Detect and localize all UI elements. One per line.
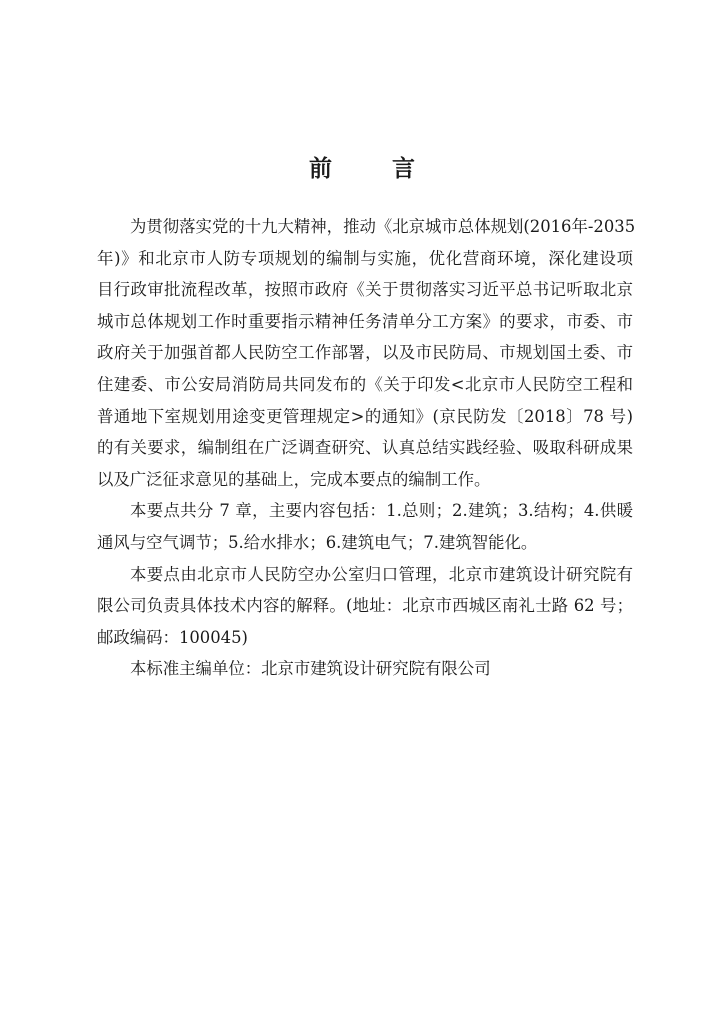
text-line: 年)》和北京市人防专项规划的编制与实施，优化营商环境，深化建设项 <box>97 248 633 268</box>
paragraph-contents <box>97 495 633 558</box>
text-line: 本标准主编单位：北京市建筑设计研究院有限公司 <box>130 659 491 679</box>
text-line: 通风与空气调节；5.给水排水；6.建筑电气；7.建筑智能化。 <box>97 532 538 552</box>
text-line: 政府关于加强首都人民防空工作部署，以及市民防局、市规划国土委、市 <box>97 343 633 363</box>
text-line: 本要点共分 7 章，主要内容包括：1.总则；2.建筑；3.结构；4.供暖 <box>130 501 633 521</box>
text-line: 本要点由北京市人民防空办公室归口管理，北京市建筑设计研究院有 <box>130 564 633 584</box>
text-line: 限公司负责具体技术内容的解释。(地址：北京市西城区南礼士路 62 号； <box>97 596 633 616</box>
paragraph-management <box>97 559 633 654</box>
text-line: 为贯彻落实党的十九大精神，推动《北京城市总体规划(2016年-2035 <box>130 217 636 236</box>
paragraph-editor-unit <box>97 653 633 685</box>
text-line: 普通地下室规划用途变更管理规定>的通知》(京民防发〔2018〕78 号) <box>97 406 633 426</box>
text-line: 邮政编码：100045) <box>97 627 248 647</box>
text-line: 城市总体规划工作时重要指示精神任务清单分工方案》的要求，市委、市 <box>97 311 633 331</box>
page-title: 前 言 <box>308 155 441 182</box>
paragraph-preface <box>97 211 636 495</box>
body-text <box>97 211 636 685</box>
text-line: 的有关要求，编制组在广泛调查研究、认真总结实践经验、吸取科研成果 <box>97 438 633 458</box>
text-line: 住建委、市公安局消防局共同发布的《关于印发<北京市人民防空工程和 <box>97 374 633 394</box>
text-line: 以及广泛征求意见的基础上，完成本要点的编制工作。 <box>97 469 491 489</box>
text-line: 目行政审批流程改革，按照市政府《关于贯彻落实习近平总书记听取北京 <box>97 280 633 300</box>
